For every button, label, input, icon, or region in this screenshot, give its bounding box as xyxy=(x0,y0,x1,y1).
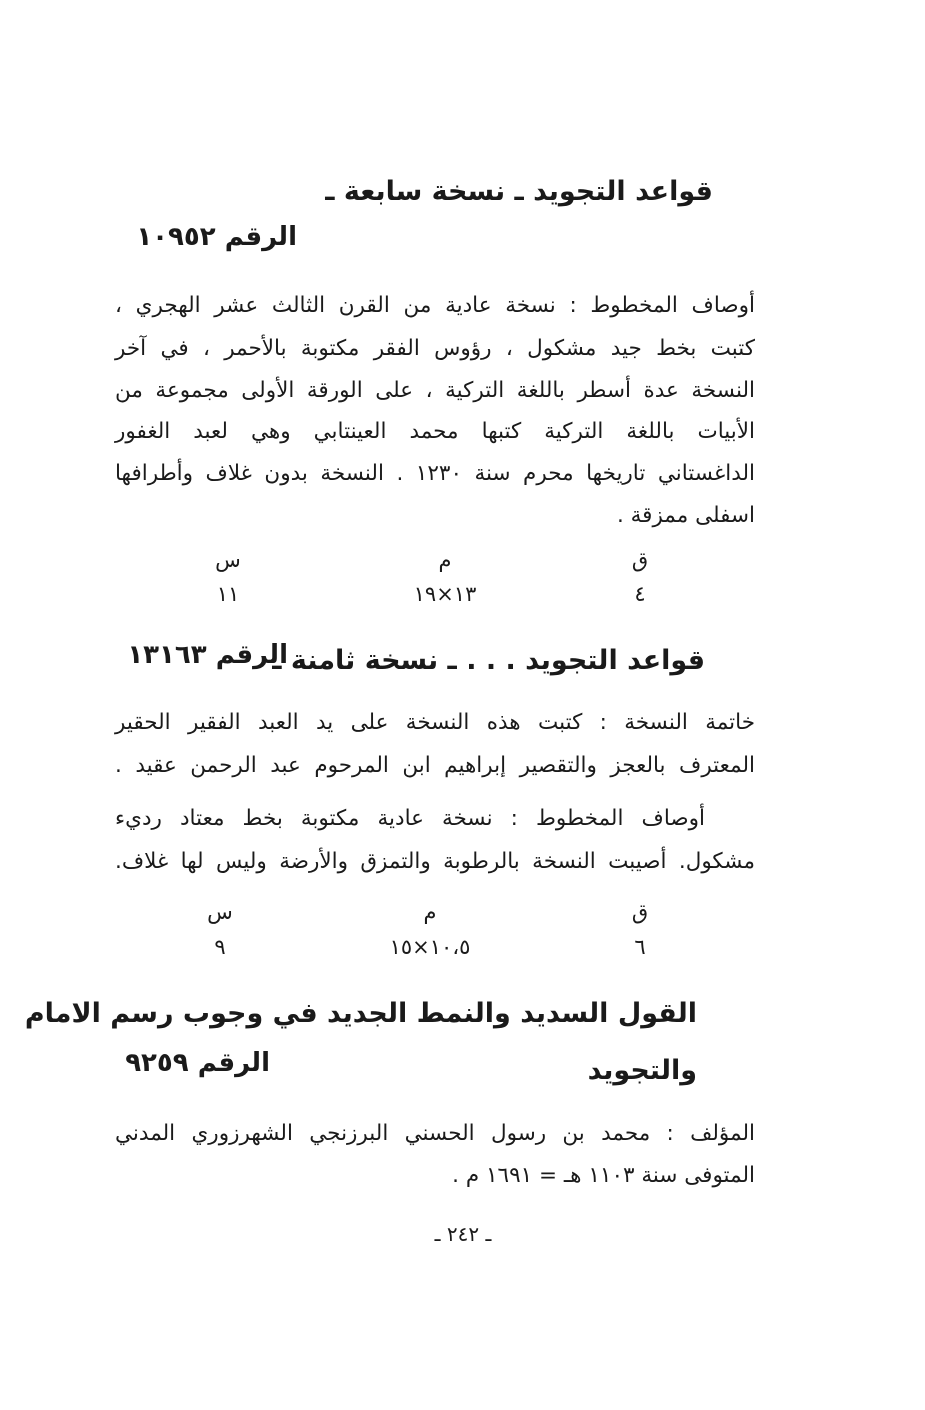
section2-table-header-m: م xyxy=(423,900,437,924)
section2-table-value-s: ٩ xyxy=(214,935,226,959)
section1-description-line: كتبت بخط جيد مشكول ، رؤوس الفقر مكتوبة بالأحمر ، في آخر xyxy=(115,336,755,361)
section1-table-value-m: ١٣×١٩ xyxy=(413,582,477,606)
section2-title: قواعد التجويد . . . ـ نسخة ثامنة ـ xyxy=(272,645,705,676)
section2-description-line: أوصاف المخطوط : نسخة عادية مكتوبة بخط معتاد رديء xyxy=(115,806,705,831)
section3-number: الرقم ٩٢٥٩ xyxy=(125,1048,270,1078)
section1-table-header-m: م xyxy=(438,548,452,572)
section2-table-header-s: س xyxy=(207,900,233,924)
section1-table-header-q: ق xyxy=(631,548,649,572)
section1-description-line: اسفلى ممزقة . xyxy=(616,503,755,528)
section2-number: الرقم ١٣١٦٣ xyxy=(127,640,288,670)
section2-table-value-m: ١٠،٥×١٥ xyxy=(389,935,471,959)
section2-colophon-line: المعترف بالعجز والتقصير إبراهيم ابن المرحوم عبد الرحمن عقيد . xyxy=(115,753,755,778)
section2-table-header-q: ق xyxy=(631,900,649,924)
section3-author-line: المتوفى سنة ١١٠٣ هـ = ١٦٩١ م . xyxy=(452,1163,755,1188)
section1-title: قواعد التجويد ـ نسخة سابعة ـ xyxy=(325,176,713,207)
section1-description-line: الداغستاني تاريخها محرم سنة ١٢٣٠ . النسخة بدون غلاف وأطرافها xyxy=(115,461,755,486)
section1-description-line: الأبيات باللغة التركية كتبها محمد العينتابي وهي لعبد الغفور xyxy=(115,419,755,444)
section3-author-line: المؤلف : محمد بن رسول الحسني البرزنجي الشهرزوري المدني xyxy=(115,1121,755,1146)
section2-description-line: مشكول. أصيبت النسخة بالرطوبة والتمزق والأرضة وليس لها غلاف. xyxy=(115,849,755,874)
section2-colophon-line: خاتمة النسخة : كتبت هذه النسخة على يد العبد الفقير الحقير xyxy=(115,710,755,735)
section2-table-value-q: ٦ xyxy=(634,935,646,959)
section1-table-value-q: ٤ xyxy=(634,582,646,606)
section3-title-line1: القول السديد والنمط الجديد في وجوب رسم الامام xyxy=(24,998,697,1029)
section1-table-value-s: ١١ xyxy=(216,582,240,606)
section3-title-line2: والتجويد xyxy=(587,1055,697,1086)
section1-description-line: أوصاف المخطوط : نسخة عادية من القرن الثالث عشر الهجري ، xyxy=(115,293,755,318)
section1-number: الرقم ١٠٩٥٢ xyxy=(136,222,297,252)
section1-description-line: النسخة عدة أسطر باللغة التركية ، على الورقة الأولى مجموعة من xyxy=(115,378,755,403)
page-number: ـ ٢٤٢ ـ xyxy=(434,1222,492,1246)
section1-table-header-s: س xyxy=(215,548,241,572)
